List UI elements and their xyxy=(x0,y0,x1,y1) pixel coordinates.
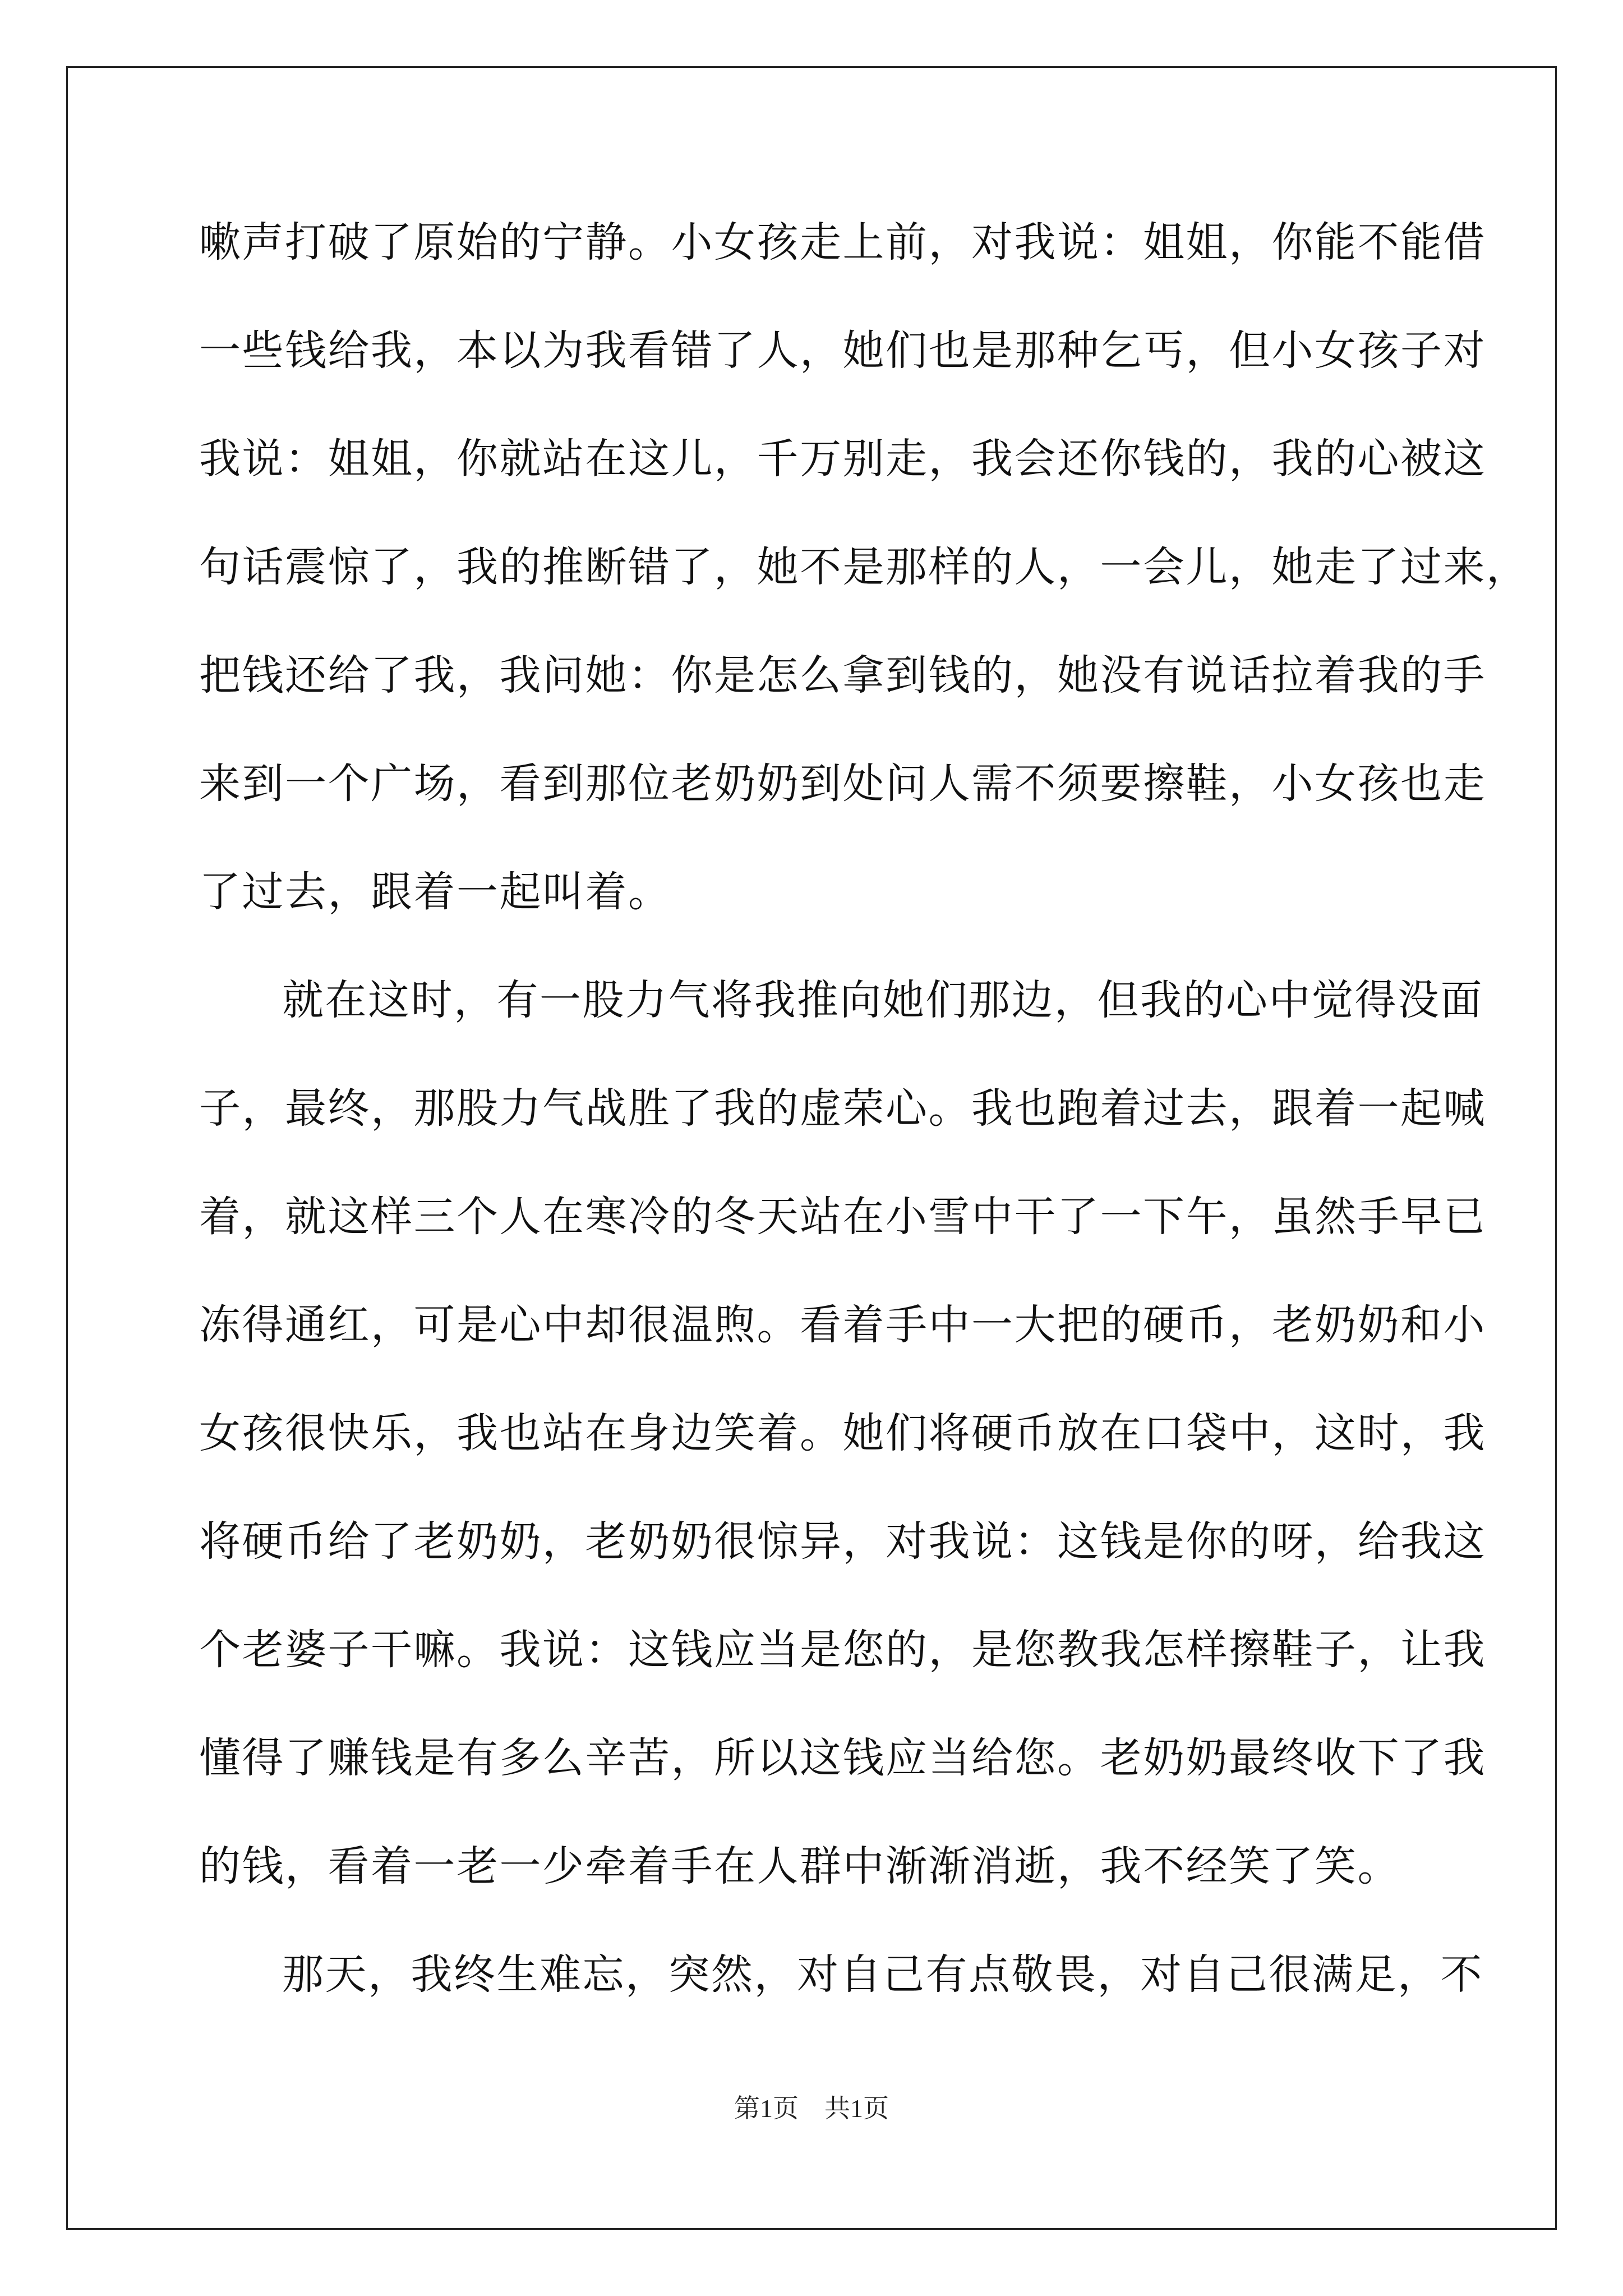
text-line: 我说：姐姐，你就站在这儿，千万别走，我会还你钱的，我的心被这 xyxy=(199,435,1486,483)
document-body xyxy=(199,218,1529,2062)
page-number-footer: 第1页 共1页 xyxy=(734,2094,889,2123)
text-line: 懂得了赚钱是有多么辛苦，所以这钱应当给您。老奶奶最终收下了我 xyxy=(199,1734,1486,1782)
text-line: 个老婆子干嘛。我说：这钱应当是您的，是您教我怎样擦鞋子，让我 xyxy=(199,1626,1486,1674)
text-line: 来到一个广场，看到那位老奶奶到处问人需不须要擦鞋，小女孩也走 xyxy=(199,760,1486,808)
text-line: 一些钱给我，本以为我看错了人，她们也是那种乞丐，但小女孩子对 xyxy=(199,326,1486,375)
text-line: 着，就这样三个人在寒冷的冬天站在小雪中干了一下午，虽然手早已 xyxy=(199,1193,1486,1241)
paragraph-start-line: 那天，我终生难忘，突然，对自己有点敬畏，对自己很满足，不 xyxy=(282,1950,1483,1999)
text-line: 了过去，跟着一起叫着。 xyxy=(199,868,671,916)
text-line: 将硬币给了老奶奶，老奶奶很惊异，对我说：这钱是你的呀，给我这 xyxy=(199,1517,1486,1566)
text-line: 嗽声打破了原始的宁静。小女孩走上前，对我说：姐姐，你能不能借 xyxy=(199,218,1486,266)
text-line: 女孩很快乐，我也站在身边笑着。她们将硬币放在口袋中，这时，我 xyxy=(199,1409,1486,1457)
text-line: 把钱还给了我，我问她：你是怎么拿到钱的，她没有说话拉着我的手 xyxy=(199,651,1486,700)
paragraph-start-line: 就在这时，有一股力气将我推向她们那边，但我的心中觉得没面 xyxy=(282,976,1483,1024)
text-line: 子，最终，那股力气战胜了我的虚荣心。我也跑着过去，跟着一起喊 xyxy=(199,1084,1486,1133)
text-line: 冻得通红，可是心中却很温煦。看着手中一大把的硬币，老奶奶和小 xyxy=(199,1301,1486,1349)
text-line: 句话震惊了，我的推断错了，她不是那样的人，一会儿，她走了过来， xyxy=(199,543,1529,591)
text-line: 的钱，看着一老一少牵着手在人群中渐渐消逝，我不经笑了笑。 xyxy=(199,1842,1400,1890)
